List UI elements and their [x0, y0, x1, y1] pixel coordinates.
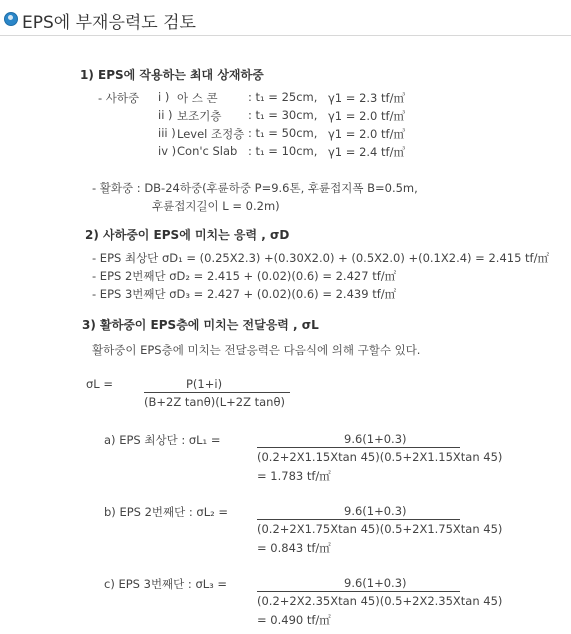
- dead-row-gamma: γ1 = 2.4 tf/㎥: [328, 145, 405, 159]
- dead-row-num: iv ): [158, 144, 177, 158]
- formula-fraction-bar: [144, 392, 290, 393]
- dead-row-name: 아 스 콘: [177, 91, 218, 105]
- case-a-result: = 1.783 tf/㎡: [257, 469, 331, 483]
- dead-row-thickness: : t₁ = 10cm,: [248, 144, 318, 158]
- dead-row-thickness: : t₁ = 25cm,: [248, 90, 318, 104]
- case-a-fraction-bar: [257, 447, 460, 448]
- section-3-heading: 3) 활하중이 EPS층에 미치는 전달응력 , σL: [82, 318, 319, 332]
- live-load-line-2: 후륜접지길이 L = 0.2m): [152, 199, 280, 213]
- case-b-fraction-bar: [257, 519, 460, 520]
- dead-load-label: - 사하중: [98, 91, 140, 105]
- case-a-label: a) EPS 최상단 : σL₁ =: [104, 433, 221, 447]
- case-b-denominator: (0.2+2X1.75Xtan 45)(0.5+2X1.75Xtan 45): [257, 522, 503, 536]
- case-c-result: = 0.490 tf/㎡: [257, 613, 331, 627]
- case-b-numerator: 9.6(1+0.3): [344, 504, 407, 518]
- case-b-label: b) EPS 2번째단 : σL₂ =: [104, 505, 229, 519]
- dead-row-name: Level 조정층: [177, 127, 245, 141]
- dead-row-gamma: γ1 = 2.0 tf/㎥: [328, 109, 405, 123]
- dead-row-num: i ): [158, 90, 170, 104]
- dead-stress-line: - EPS 2번째단 σD₂ = 2.415 + (0.02)(0.6) = 2.427 tf/㎡: [92, 269, 397, 283]
- dead-stress-line: - EPS 최상단 σD₁ = (0.25X2.3) +(0.30X2.0) + (0.5X2.0) +(0.1X2.4) = 2.415 tf/㎡: [92, 251, 549, 265]
- case-c-label: c) EPS 3번째단 : σL₃ =: [104, 577, 228, 591]
- dead-row-gamma: γ1 = 2.0 tf/㎥: [328, 127, 405, 141]
- dead-row-num: iii ): [158, 126, 176, 140]
- dead-row-name: Con'c Slab: [177, 144, 238, 158]
- title-bullet-icon: [4, 12, 18, 26]
- title-divider: [0, 35, 571, 36]
- dead-row-thickness: : t₁ = 50cm,: [248, 126, 318, 140]
- page-title: EPS에 부재응력도 검토: [22, 13, 196, 33]
- dead-row-thickness: : t₁ = 30cm,: [248, 108, 318, 122]
- live-load-line-1: - 활화중 : DB-24하중(후륜하중 P=9.6톤, 후륜접지폭 B=0.5m,: [92, 181, 418, 195]
- section-1-heading: 1) EPS에 작용하는 최대 상재하중: [80, 68, 264, 82]
- formula-numerator: P(1+i): [186, 377, 223, 391]
- dead-stress-line: - EPS 3번째단 σD₃ = 2.427 + (0.02)(0.6) = 2.439 tf/㎡: [92, 287, 397, 301]
- dead-row-name: 보조기층: [177, 109, 222, 123]
- case-b-result: = 0.843 tf/㎡: [257, 541, 331, 555]
- dead-row-num: ii ): [158, 108, 173, 122]
- case-a-denominator: (0.2+2X1.15Xtan 45)(0.5+2X1.15Xtan 45): [257, 450, 503, 464]
- formula-denominator: (B+2Z tanθ)(L+2Z tanθ): [144, 395, 285, 409]
- case-c-fraction-bar: [257, 591, 460, 592]
- section-3-intro: 활하중이 EPS층에 미치는 전달응력은 다음식에 의해 구할수 있다.: [92, 343, 421, 357]
- case-c-numerator: 9.6(1+0.3): [344, 576, 407, 590]
- formula-lhs: σL =: [86, 377, 113, 391]
- case-a-numerator: 9.6(1+0.3): [344, 432, 407, 446]
- section-2-heading: 2) 사하중이 EPS에 미치는 응력 , σD: [85, 228, 290, 242]
- dead-row-gamma: γ1 = 2.3 tf/㎥: [328, 91, 405, 105]
- case-c-denominator: (0.2+2X2.35Xtan 45)(0.5+2X2.35Xtan 45): [257, 594, 503, 608]
